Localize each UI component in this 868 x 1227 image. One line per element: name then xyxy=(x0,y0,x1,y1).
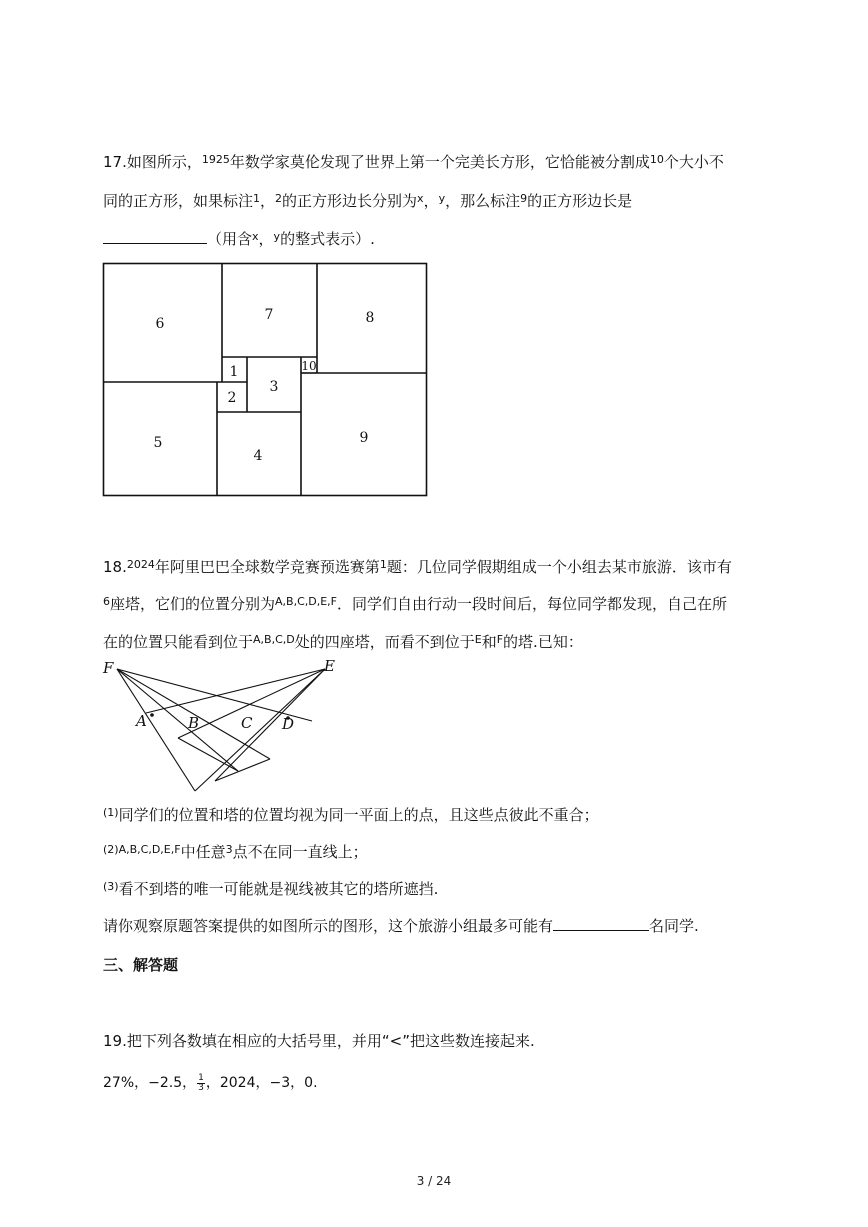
q18-condition-1: $^{(1)}$同学们的位置和塔的位置均视为同一平面上的点，且这些点彼此不重合； xyxy=(103,806,599,824)
section-heading: 三、解答题 xyxy=(103,956,179,974)
q18-line-2: $^6$座塔，它们的位置分别为$^{A,B,C,D,E,F}$．同学们自由行动一段时间后，每位同学都发现，自己在所 xyxy=(103,595,728,613)
q18-answer-blank xyxy=(553,916,649,931)
label-a: A xyxy=(136,712,147,730)
square-label-3: 3 xyxy=(269,379,279,395)
square-label-8: 8 xyxy=(365,310,375,326)
point-a-dot xyxy=(150,713,154,717)
page-number: 3 / 24 xyxy=(416,1174,452,1188)
label-e: E xyxy=(324,657,335,675)
square-label-2: 2 xyxy=(227,390,237,406)
q17-line-3: （用含$^x$，$^y$的整式表示）. xyxy=(103,227,375,249)
towers-figure xyxy=(100,656,350,796)
q18-condition-2: $^{(2)A,B,C,D,E,F}$中任意$^3$点不在同一直线上； xyxy=(103,843,368,861)
fraction-one-third: $\frac{1}{3}$ xyxy=(198,1072,204,1093)
perfect-rectangle-figure xyxy=(102,262,428,498)
square-label-1: 1 xyxy=(229,364,239,380)
square-label-10: 10 xyxy=(301,359,317,373)
square-label-7: 7 xyxy=(264,307,274,323)
square-label-9: 9 xyxy=(359,430,369,446)
outer-rectangle xyxy=(104,264,427,496)
q19-numbers: 27%，−2.5， $\frac{1}{3}$ ，2024，−3，0. xyxy=(103,1072,318,1093)
q18-line-1: 18.$^{2024}$年阿里巴巴全球数学竞赛预选赛第$^1$题：几位同学假期组成一个小组去某市旅游．该市有 xyxy=(103,558,732,576)
square-label-4: 4 xyxy=(253,448,263,464)
q18-question: 请你观察原题答案提供的如图所示的图形，这个旅游小组最多可能有 名同学. xyxy=(103,917,699,935)
label-b: B xyxy=(188,714,200,732)
q19-line-1: 19.把下列各数填在相应的大括号里，并用“<”把这些数连接起来. xyxy=(103,1032,535,1050)
label-c: C xyxy=(241,714,253,732)
label-f: F xyxy=(103,659,114,677)
q18-line-3: 在的位置只能看到位于$^{A,B,C,D}$处的四座塔，而看不到位于$^E$和$^F$的塔.已知： xyxy=(103,633,583,651)
square-label-6: 6 xyxy=(155,316,165,332)
q17-line-2: 同的正方形，如果标注$^1$，$^2$的正方形边长分别为$^x$，$^y$，那么标注$^9$的正方形边长是 xyxy=(103,192,633,210)
square-label-5: 5 xyxy=(153,435,163,451)
q18-condition-3: $^{(3)}$看不到塔的唯一可能就是视线被其它的塔所遮挡. xyxy=(103,880,439,898)
q17-answer-blank xyxy=(103,229,207,244)
q17-line-1: 17.如图所示，$^{1925}$年数学家莫伦发现了世界上第一个完美长方形，它恰能被分割成$^{10}$个大小不 xyxy=(103,153,724,171)
label-d: D xyxy=(282,715,295,733)
